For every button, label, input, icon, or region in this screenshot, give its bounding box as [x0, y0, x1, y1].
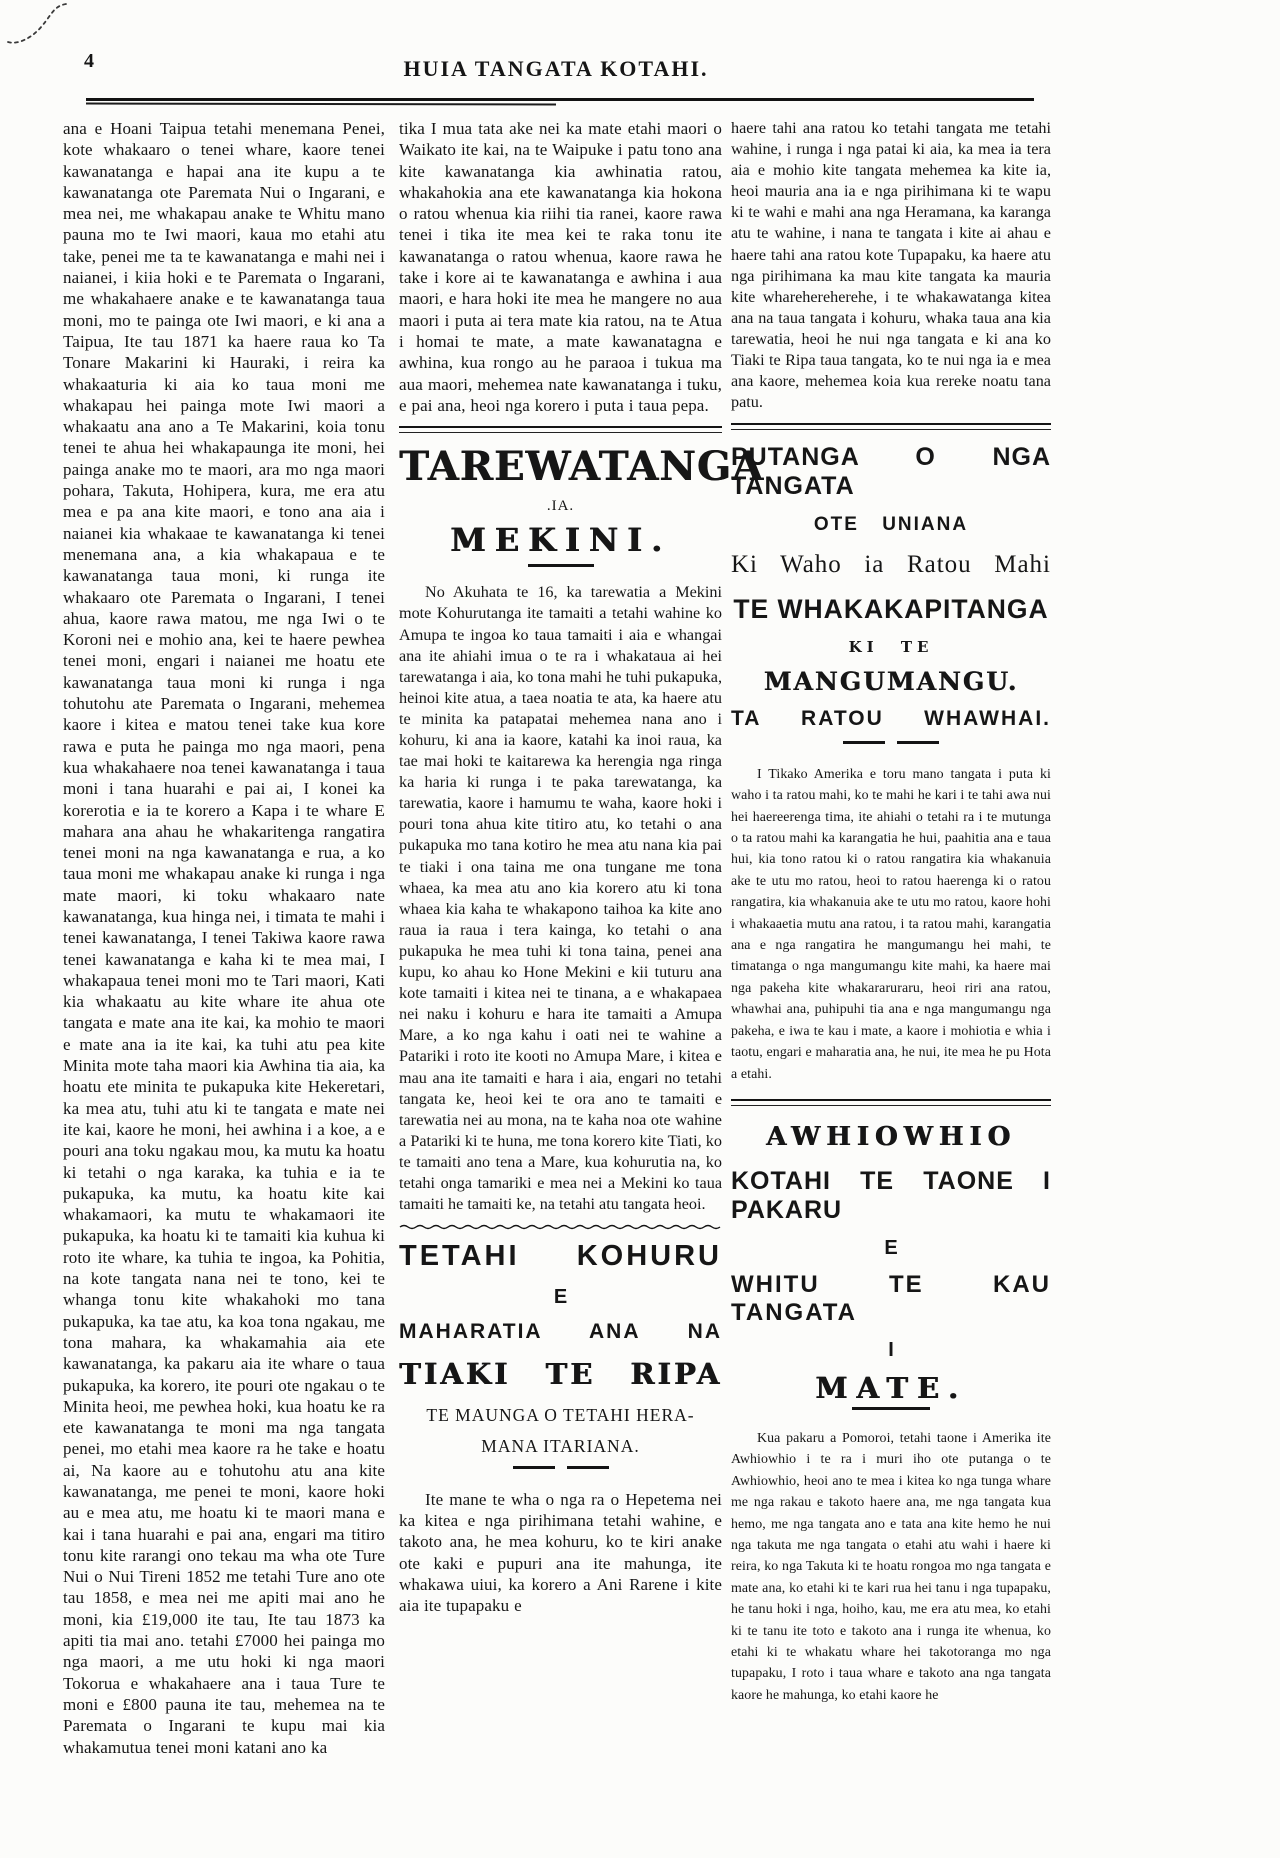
headline-tetahi-kohuru: TETAHI KOHURU — [399, 1240, 722, 1273]
header-rule — [86, 98, 1034, 101]
headline-underline — [852, 1407, 930, 1410]
subheadline-maunga-line1: TE MAUNGA O TETAHI HERA- — [426, 1405, 695, 1426]
headline-ki-te: KI TE — [848, 638, 934, 657]
headline-ta-ratou-whawhai: TA RATOU WHAWHAI. — [731, 707, 1051, 731]
headline-ki-waho: Ki Waho ia Ratou Mahi — [731, 551, 1051, 579]
headline-putanga: PUTANGA O NGA TANGATA — [731, 443, 1051, 501]
headline-underline — [528, 564, 594, 567]
dash-divider — [843, 741, 939, 744]
masthead-title: HUIA TANGATA KOTAHI. — [403, 56, 709, 81]
headline-e: E — [884, 1236, 898, 1259]
article-continuation-text: tika I mua tata ake nei ka mate etahi maori o Waikato ite kai, na te Waipuke i patu tono ana kite kawanatanga kia awhinatia ratou, whakahokia ana ete kawanatanga kia hokona o ratou whenua kia riihi tia ranei, kaore rawa tenei i tika ite mea kei te raka tonu ite kawanatanga o ratou whenua, kaore rawa he take i kore ai te kawanatanga e awhina i aua maori, e hara hoki ite mea he mangere no aua maori i puta ai tera mate kia ratou, na te Atua i homai te mate, a mate kawanatagna e awhina, kua rongo au he paraoa i tukua ma aua maori, mehemea nate kawanatanga i tuku, e pai ana, heoi nga korero i puta i taua pepa. — [399, 119, 722, 415]
article-body-uniana: I Tikako Amerika e toru mano tangata i puta ki waho i ta ratou mahi, ko te mahi he kari i te tahi awa nui hei haereerenga tima, ite ahiahi o tetahi ra i te mutunga o ta ratou mahi ka karangatia he hui, paahitia ana e taua hui, kia tono ratou ki o ratou rangatira kia whakanuia ake te utu mo ratou, heoi to ratou haerenga ki o ratou rangatira, kia whakanuia ake te utu mo ratou, kaore hohi i whakaaetia mutu ana ratou, i ta ratou mahi, karangatia ana e nga rangatira he mangumangu hei mahi, te timatanga o nga mangumangu kite mahi, ka haere mai nga pakeha kite whakararuraru, heoi riri ana ratou, whawhai ana, puhipuhi tia ana e nga mangumangu nga pakeha, e iwa te kau i mate, a kaore i mohiotia e whia i taotu, engari e maharatia ana, he nui, ite mea he pu Hota a etahi. — [731, 766, 1051, 1082]
headline-ote-uniana: OTE UNIANA — [813, 514, 969, 536]
headline-maharatia: MAHARATIA ANA NA — [399, 1320, 722, 1344]
column-3 — [731, 118, 1051, 1706]
ink-squiggle-mark — [6, 2, 78, 58]
section-divider — [731, 423, 1051, 430]
article-body-awhiowhio: Kua pakaru a Pomoroi, tetahi taone i Amerika ite Awhiowhio i te ra i muri iho ote putanga o te Awhiowhio, heoi ano te mea i kitea ko nga tunga whare me nga rakau e takoto haere ana, me nga tangata kua hemo, me nga tangata ano e tata ana kite hemo he nui nga takuta me nga tangata o etahi atu wahi i haere ki reira, ko nga Takuta ki te hoatu rongoa mo nga tangata e mate ana, ko etahi ki te kari rua hei tanu i nga tupapaku, he tanu hoki i nga, hoiho, kau, me era atu mea, ko etahi ki te tanu ite toto e takoto ana i runga ite whenua, ko etahi ki te whakatu whare hei takotoranga mo nga tupapaku, I roto i taua whare e takoto ana nga tangata kaore he mahunga, ko etahi kaore he — [731, 1430, 1051, 1703]
headline-i: I — [888, 1338, 894, 1361]
header-rule-secondary — [86, 103, 556, 106]
headline-mekini: MEKINI. — [450, 521, 671, 560]
headline-whitu-te-kau: WHITU TE KAU TANGATA — [731, 1270, 1051, 1326]
headline-tarewatanga: TAREWATANGA — [399, 443, 764, 491]
headline-tiaki-te-ripa: TIAKI TE RIPA — [399, 1357, 722, 1392]
headline-ia: .IA. — [546, 498, 575, 515]
wavy-divider — [399, 1223, 722, 1230]
article-body-kohuru: Ite mane te wha o nga ra o Hepetema nei ka kitea e nga pirihimana tetahi wahine, e takoto ana, he mea kohuru, ko te kiri anake ote kaki e pupuri ana ite mahunga, ite whakawa uiui, ka korero a Ani Rarene i kite aia ite tupapaku e — [399, 1489, 722, 1616]
section-divider — [399, 426, 722, 433]
article-continuation-text: ana e Hoani Taipua tetahi menemana Penei, kote whakaaro o tenei whare, kaore tenei kawanatanga e hapai ana ite kupu a te kawanatanga ote Paremata Nui o Ingarani, e mea nei, me whakapau anake te Whitu mano pauna mo te Iwi maori, kaua mo etahi atu take, penei me ta te kawanatanga e mahi nei i naianei, i kiia hoki e te Paremata o Ingarani, me whakahaere anake e te kawanatanga taua moni, mo te painga ote Iwi maori, e ki ana a Taipua, Ite tau 1871 ka haere raua ko Ta Tonare Makarini ki Hauraki, i reira ka whakaaturia ki aia ko taua moni me whakapau hei painga mote Iwi maori a whakaatu ana ano a Te Makarini, koia tonu tenei te ahua hei whakapaunga ite moni, hei painga anake mo te maori, ara mo nga maori pohara, Takuta, Hohipera, kura, me era atu mea e pa ana kite maori, e tono ana aia i naianei kia whakaae te kawanatanga ki tenei menemana ana, a kia whakapaua e te kawanatanga taua moni, ki runga ite whakaaro ote Paremata o Ingarani, I tenei ahua, kaore rawa matou, me nga Iwi o te Koroni nei e mohio ana, kei te haere pewhea tenei moni, engari i naianei me hoatu ete kawanatanga taua moni ki runga i nga tohutohu ate Paremata o Ingarani, mehemea kaore i kitea e matou tenei take kua kore rawa e puta he painga mo nga maori, pena kua whakahaere noa tenei kawanatanga i taua moni i tana huarahi e pai ai, I konei ka korerotia e ia te korero a Kapa i te whare E mahara ana ahau he whakaritenga rangatira tenei moni na nga kawanatanga e rua, a ko taua moni me whakapau anake ki runga i nga mate maori, ki toku whakaaro nate kawanatanga, kua hinga nei, i timata te mahi i tenei kawanatanga, I tenei Takiwa kaore rawa tenei kawanatanga e kaha ki te mea mai, I whakapaua tenei moni mo te Tari maori, Kati kia whakaatu au kite whare ite ahua ote tangata e mate ana ite kai, ka mohio te maori e mate ana ia ite kai, ka tuhi atu pea kite Minita mote taha maori kia Awhina tia aia, ka hoatu ete minita te pukapuka kite Hekeretari, ka mea atu, tuhi atu ki te tangata e mate nei ite kai, kaore he moni, hei awhina i a koe, a e pouri ana toku ngakau mou, ka mutu ka hoatu ki tetahi o nga karaka, ka tuhia e ia te pukapuka, ka mutu, ka hoatu kite kai whakamaori, ka mutu te whakamaori ite pukapuka, ka hoatu ki te tamaiti kia kuhua ki roto ite whare, ka tuhia te ingoa, ka Pohitia, na kote tangata nana nei te tono, kei te whanga tonu kite whakahoki mo tana pukapuka, ka tae atu, ka koa tona ngakau, me tona mahara, ka whakamahia aia ete kawanatanga, ka pakaru aia ite whare o taua pukapuka, ka korero, ite pouri ote ngakau o te Minita heoi, me pewhea hoki, kua hoatu ke ra ete kawanatanga te moni ma nga tangata penei, mo etahi mea kaore ra he take e hoatu ai, Na kaore au e tohutohu atu ana kite kawanatanga, me penei te moni, kaore hoki au e mea atu, me hoatu ki te maori mana e kai i tana huarahi e pai ana, engari ma titiro tonu kite rarangi ono tekau ma wha ote Ture Nui o Nui Tireni 1852 me tetahi Ture ano ote tau 1858, e mea nei me apiti mai ano he moni, kia £19,000 ite tau, Ite tau 1873 ka apiti tia mai ano. tetahi £7000 hei painga mo nga maori, a me utu hoki ki nga maori Tokorua e whakahaere ana i taua Ture te moni e £800 pauna ite tau, mehemea na te Paremata o Ingarani te kupu mai kia whakamutua tenei moni katani ano ka — [63, 119, 385, 1757]
section-divider — [731, 1099, 1051, 1106]
article-body-mekini: No Akuhata te 16, ka tarewatia a Mekini mote Kohurutanga ite tamaiti a tetahi wahine ko Amupa te ingoa ko taua tamaiti i aia e whangai ana ite ahiahi imua o te ra i whakataua ai hei tarewatanga i aia, ko tona mahi he tuhi pukapuka, heinoi kite atua, a taea noatia te ata, ka haere atu te minita ka patapatai mehemea nana ano i kohuru, ki ana ia kaore, katahi ka inoi raua, ka tae mai hoki te kaitarewa ka herengia nga ringa ka haria ki runga i te paka tarewatanga, ka tarewatia, kaore i hamumu te waha, kaore hoki i pouri tona ahua kite titiro atu, ko tetahi o ana pukapuka mo tana kotiro he mea atu nana kia pai te tiaki i ona taina me ona tungane me tona whaea, ka mea atu ano kia korero atu ki tona whaea kia kaha te whakapono taihoa ka kite ano raua ia raua i tera kainga, ko tetahi o ana pukapuka he mea tuhi ki tona taina, penei ana kupu, ko ahau ko Hone Mekini e kii tuturu ana kote tamaiti i kitea nei te tinana, a e whakapaea nei naku i kohuru e hara ite tamaiti a Amupa Mare, a ko nga kahu i oati nei te wahine a Patariki i roto ite kooti no Amupa Mare, i kitea e mau ana ite tamaiti e hara i aia, engari no tetahi tangata ke, heoi kei te ora ano te tamaiti e tarewatia nei au mona, na te kaha noa ote wahine a Patariki ki te huna, me tona korero kite Tiati, ko te tamaiti ano tena a Mare, kua kohurutia na, ko tetahi onga tamariki e mea nei a Mekini ko taua tamaiti he tamaiti ke, na tetahi atu tangata heoi. — [399, 583, 722, 1214]
headline-mate: MATE. — [815, 1370, 967, 1405]
column-2 — [399, 118, 764, 1616]
headline-mangumangu: MANGUMANGU. — [763, 667, 1019, 697]
headline-whakakapitanga: TE WHAKAKAPITANGA — [733, 594, 1049, 625]
article-continuation-text: haere tahi ana ratou ko tetahi tangata me tetahi wahine, i runga i nga patai ki aia, ka mea ia tera aia e mohio kite tangata mehemea ka kite ia, heoi mauria ana ia e nga pirihimana ki te wapu ki te wahi e mahi ana nga Heramana, ka karanga atu te wahine, i nana te tangata i kite ai ahau e haere tahi ana ratou kote Tupapaku, ka haere atu nga pirihimana ka mau kite tangata ka mauria kite wharehereherehe, i te whakawatanga kitea ana na taua tangata i kohuru, whaka taua ana kia tarewatia, heoi he nui nga tangata e ki ana ko Tiaki te Ripa taua tangata, ko te nui nga ia e mea ana kaore, mehemea koia kua rereke noatu tana patu. — [731, 119, 1051, 412]
headline-e: E — [553, 1286, 568, 1309]
page-number: 4 — [84, 50, 94, 72]
subheadline-maunga-line2: MANA ITARIANA. — [481, 1435, 640, 1456]
column-1 — [63, 118, 385, 1758]
headline-kotahi-te-taone: KOTAHI TE TAONE I PAKARU — [731, 1166, 1051, 1224]
dash-divider — [513, 1466, 609, 1469]
headline-awhiowhio: AWHIOWHIO — [765, 1121, 1017, 1152]
